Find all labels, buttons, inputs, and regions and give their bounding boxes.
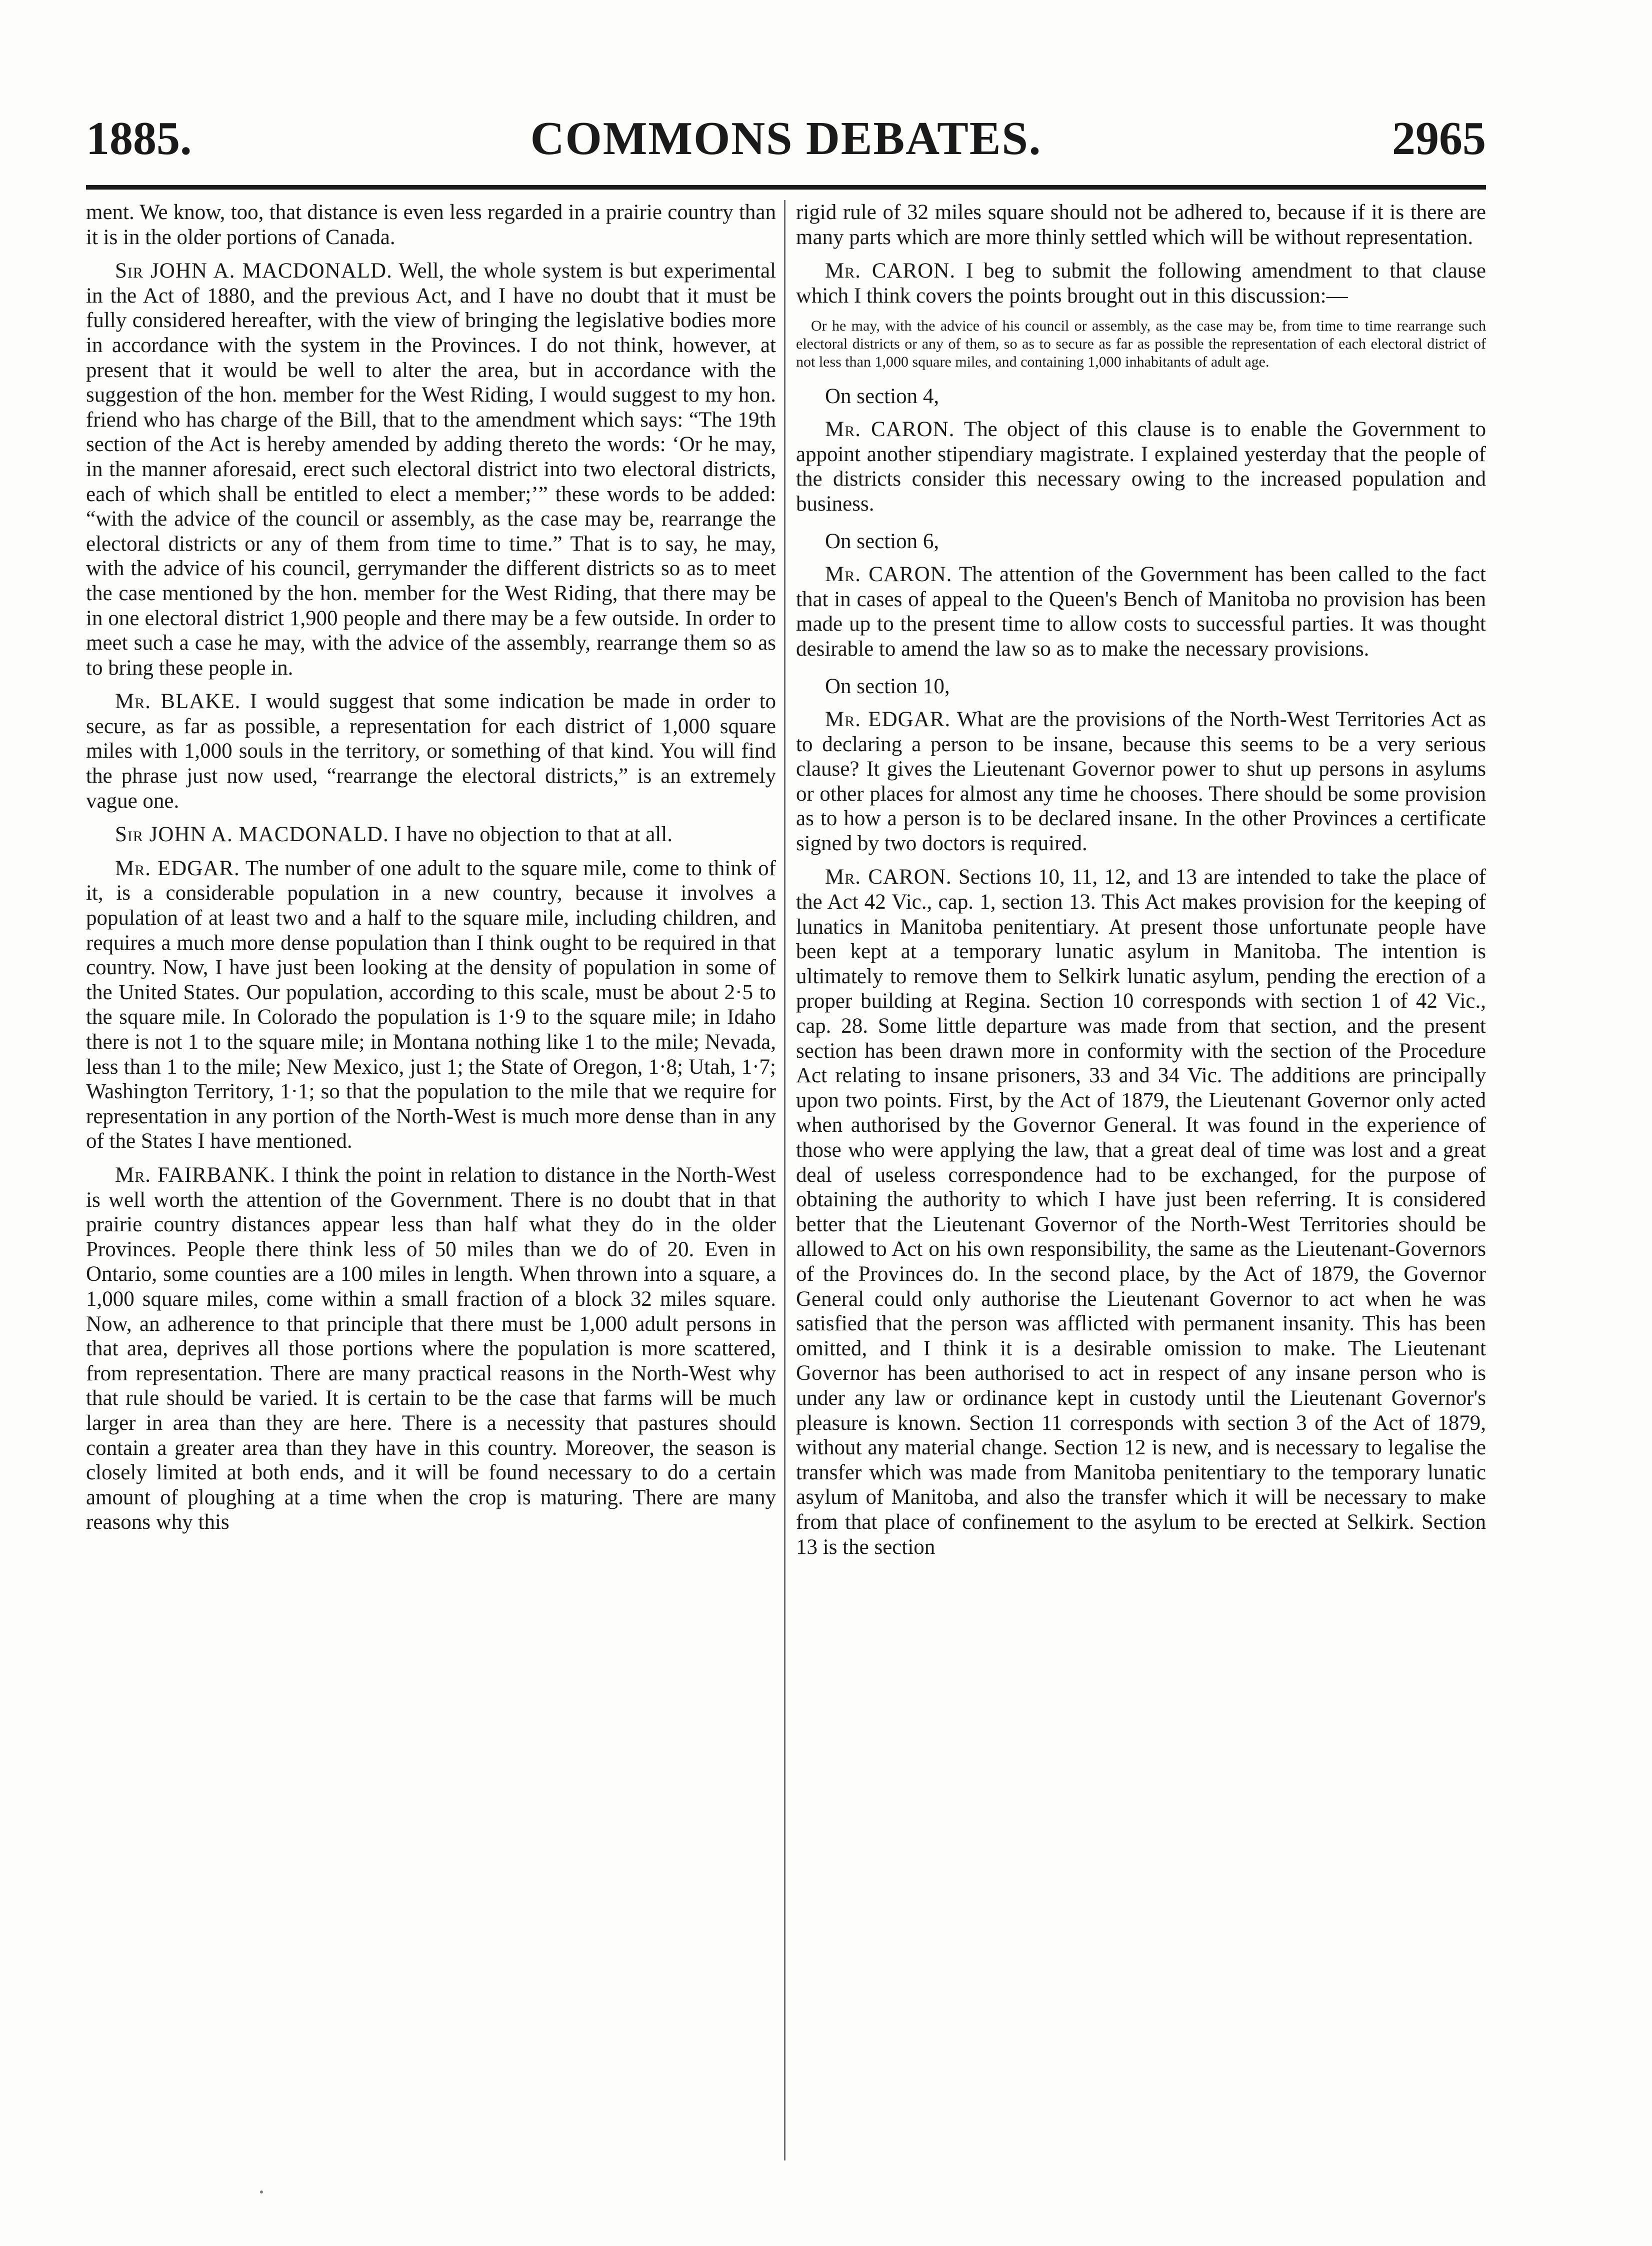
header-page-number: 2965 (1392, 113, 1486, 165)
paragraph-text: What are the provisions of the North-West Territories Act as to declaring a person to be insane, because this seems to be a very serious clause? It gives the Lieutenant Governor power to shut up persons in asylums or other places for almost any time he chooses. There should be some provision as to how a person is to be declared insane. In the other Provinces a certificate signed by two doctors is required. (796, 707, 1486, 855)
paragraph-text: rigid rule of 32 miles square should not be adhered to, because if it is there are many parts which are more thinly settled which will be without representation. (796, 201, 1486, 249)
speech-paragraph (86, 856, 776, 1154)
paragraph-text: On section 4, (825, 385, 940, 409)
column-divider (784, 200, 786, 2160)
speech-paragraph (86, 200, 776, 250)
header-title: COMMONS DEBATES. (530, 113, 1042, 165)
speech-paragraph (796, 417, 1486, 516)
paragraph-text: On section 6, (825, 530, 940, 554)
speaker-name: Sir JOHN A. MACDONALD. (115, 259, 392, 283)
paragraph-text: Sections 10, 11, 12, and 13 are intended to take the place of the Act 42 Vic., cap. 1, section 13. This Act makes provision for the keeping of lunatics in Manitoba penitentiary. At present those unfortunate people have been kept at a temporary lunatic asylum in Manitoba. The intention is ultimately to remove them to Selkirk lunatic asylum, pending the erection of a proper building at Regina. Section 10 corresponds with section 1 of 42 Vic., cap. 28. Some little departure was made from that section, and the present section has been drawn more in conformity with the section of the Procedure Act relating to insane prisoners, 33 and 34 Vic. The additions are principally upon two points. First, by the Act of 1879, the Lieutenant Governor only acted when authorised by the Governor General. It was found in the experience of those who were applying the law, that a great deal of time was lost and a great deal of useless correspondence had to be exchanged, for the purpose of obtaining the authority to which I have just been referring. It is considered better that the Lieutenant Governor of the North-West Territories should be allowed to Act on his own responsibility, the same as the Lieutenant-Governors of the Provinces do. In the second place, by the Act of 1879, the Governor General could only authorise the Lieutenant Governor to act when he was satisfied that the person was afflicted with permanent insanity. This has been omitted, and I think it is a desirable omission to make. The Lieutenant Governor has been authorised to act in respect of any insane person who is under any law or ordinance kept in custody until the Lieutenant Governor's pleasure is known. Section 11 corresponds with section 3 of the Act of 1879, without any material change. Section 12 is new, and is necessary to legalise the transfer which was made from Manitoba penitentiary to the temporary lunatic asylum of Manitoba, and also the transfer which it will be necessary to make from that place of confinement to the asylum to be erected at Selkirk. Section 13 is the section (796, 865, 1486, 1559)
speaker-name: Mr. BLAKE. (115, 690, 241, 714)
speaker-name: Mr. CARON. (825, 259, 956, 283)
right-column (796, 200, 1486, 2170)
section-heading (796, 674, 1486, 699)
paragraph-text: I would suggest that some indication be made in order to secure, as far as possible, a representation for each district of 1,000 square miles with 1,000 souls in the territory, or something of that kind. You will find the phrase just now used, “rearrange the electoral districts,” is an extremely vague one. (86, 690, 776, 813)
speech-paragraph (86, 822, 776, 847)
paragraph-text: The number of one adult to the square mile, come to think of it, is a considerable population in a new country, because it involves a population of at least two and a half to the square mile, including children, and requires a much more dense population than I think ought to be required in that country. Now, I have just been looking at the density of population in some of the United States. Our population, according to this scale, must be about 2·5 to the square mile. In Colorado the population is 1·9 to the square mile; in Idaho there is not 1 to the square mile; in Montana nothing like 1 to the mile; Nevada, less than 1 to the mile; New Mexico, just 1; the State of Oregon, 1·8; Utah, 1·7; Washington Territory, 1·1; so that the population to the mile that we require for representation in any portion of the North-West is much more dense than in any of the States I have mentioned. (86, 856, 776, 1153)
section-heading (796, 384, 1486, 409)
paragraph-text: I beg to submit the following amendment to that clause which I think covers the points brought out in this discussion:— (796, 259, 1486, 308)
speech-paragraph (796, 562, 1486, 661)
paragraph-text: The attention of the Government has been called to the fact that in cases of appeal to the Queen's Bench of Manitoba no provision has been made up to the present time to allow costs to successful parties. It was thought desirable to amend the law so as to make the necessary provisions. (796, 562, 1486, 661)
paragraph-text: ment. We know, too, that distance is even less regarded in a prairie country than it is in the older portions of Canada. (86, 201, 776, 249)
speech-paragraph (796, 865, 1486, 1559)
speech-paragraph (86, 259, 776, 680)
speech-paragraph (86, 1163, 776, 1535)
section-heading (796, 529, 1486, 554)
speech-paragraph (796, 259, 1486, 308)
speaker-name: Mr. CARON. (825, 417, 955, 441)
speaker-name: Mr. EDGAR. (115, 856, 240, 880)
speaker-name: Mr. EDGAR. (825, 707, 951, 731)
paragraph-text: I think the point in relation to distance in the North-West is well worth the attention of the Government. There is no doubt that in that prairie country distances appear less than half what they do in the older Provinces. People there think less of 50 miles than we do of 20. Even in Ontario, some counties are a 100 miles in length. When thrown into a square, a 1,000 square miles, come within a small fraction of a block 32 miles square. Now, an adherence to that principle that there must be 1,000 adult persons in that area, deprives all those portions where the population is more scattered, from representation. There are many practical reasons in the North-West why that rule should be varied. It is certain to be the case that farms will be much larger in area than they are here. There is a necessity that pastures should contain a greater area than they have in this country. Moreover, the season is closely limited at both ends, and it will be found necessary to do a certain amount of ploughing at a time when the crop is maturing. There are many reasons why this (86, 1163, 776, 1534)
amendment-quote (796, 317, 1486, 371)
paragraph-text: I have no objection to that at all. (394, 823, 672, 847)
left-column (86, 200, 776, 2170)
paragraph-text: On section 10, (825, 675, 950, 699)
header-rule (86, 185, 1486, 190)
speaker-name: Mr. CARON. (825, 562, 952, 586)
speaker-name: Mr. CARON. (825, 865, 952, 889)
page-header (86, 111, 1486, 176)
speech-paragraph (86, 689, 776, 813)
speaker-name: Mr. FAIRBANK. (115, 1163, 276, 1187)
paragraph-text: Or he may, with the advice of his council or assembly, as the case may be, from time to time rearrange such electoral districts or any of them, so as to secure as far as possible the representation of each electoral district of not less than 1,000 square miles, and containing 1,000 inhabitants of adult age. (796, 318, 1486, 371)
header-year: 1885. (86, 113, 192, 165)
page-dot (260, 2190, 263, 2193)
paragraph-text: Well, the whole system is but experimental in the Act of 1880, and the previous Act, and I have no doubt that it must be fully considered hereafter, with the view of bringing the legislative bodies more in accordance with the system in the Provinces. I do not think, however, at present that it would be well to alter the area, but in accordance with the suggestion of the hon. member for the West Riding, I would suggest to my hon. friend who has charge of the Bill, that to the amendment which says: “The 19th section of the Act is hereby amended by adding thereto the words: ‘Or he may, in the manner aforesaid, erect such electoral district into two electoral districts, each of which shall be entitled to elect a member;’” these words to be added: “with the advice of the council or assembly, as the case may be, rearrange the electoral districts or any of them from time to time.” That is to say, he may, with the advice of his council, gerrymander the different districts so as to meet the case mentioned by the hon. member for the West Riding, that there may be in one electoral district 1,900 people and there may be a few outside. In order to meet such a case he may, with the advice of the assembly, rearrange them so as to bring these people in. (86, 259, 776, 680)
speech-paragraph (796, 707, 1486, 856)
paragraph-text: The object of this clause is to enable the Government to appoint another stipendiary magistrate. I explained yesterday that the people of the districts consider this necessary owing to the increased population and business. (796, 417, 1486, 516)
speaker-name: Sir JOHN A. MACDONALD. (115, 823, 389, 847)
speech-paragraph (796, 200, 1486, 250)
